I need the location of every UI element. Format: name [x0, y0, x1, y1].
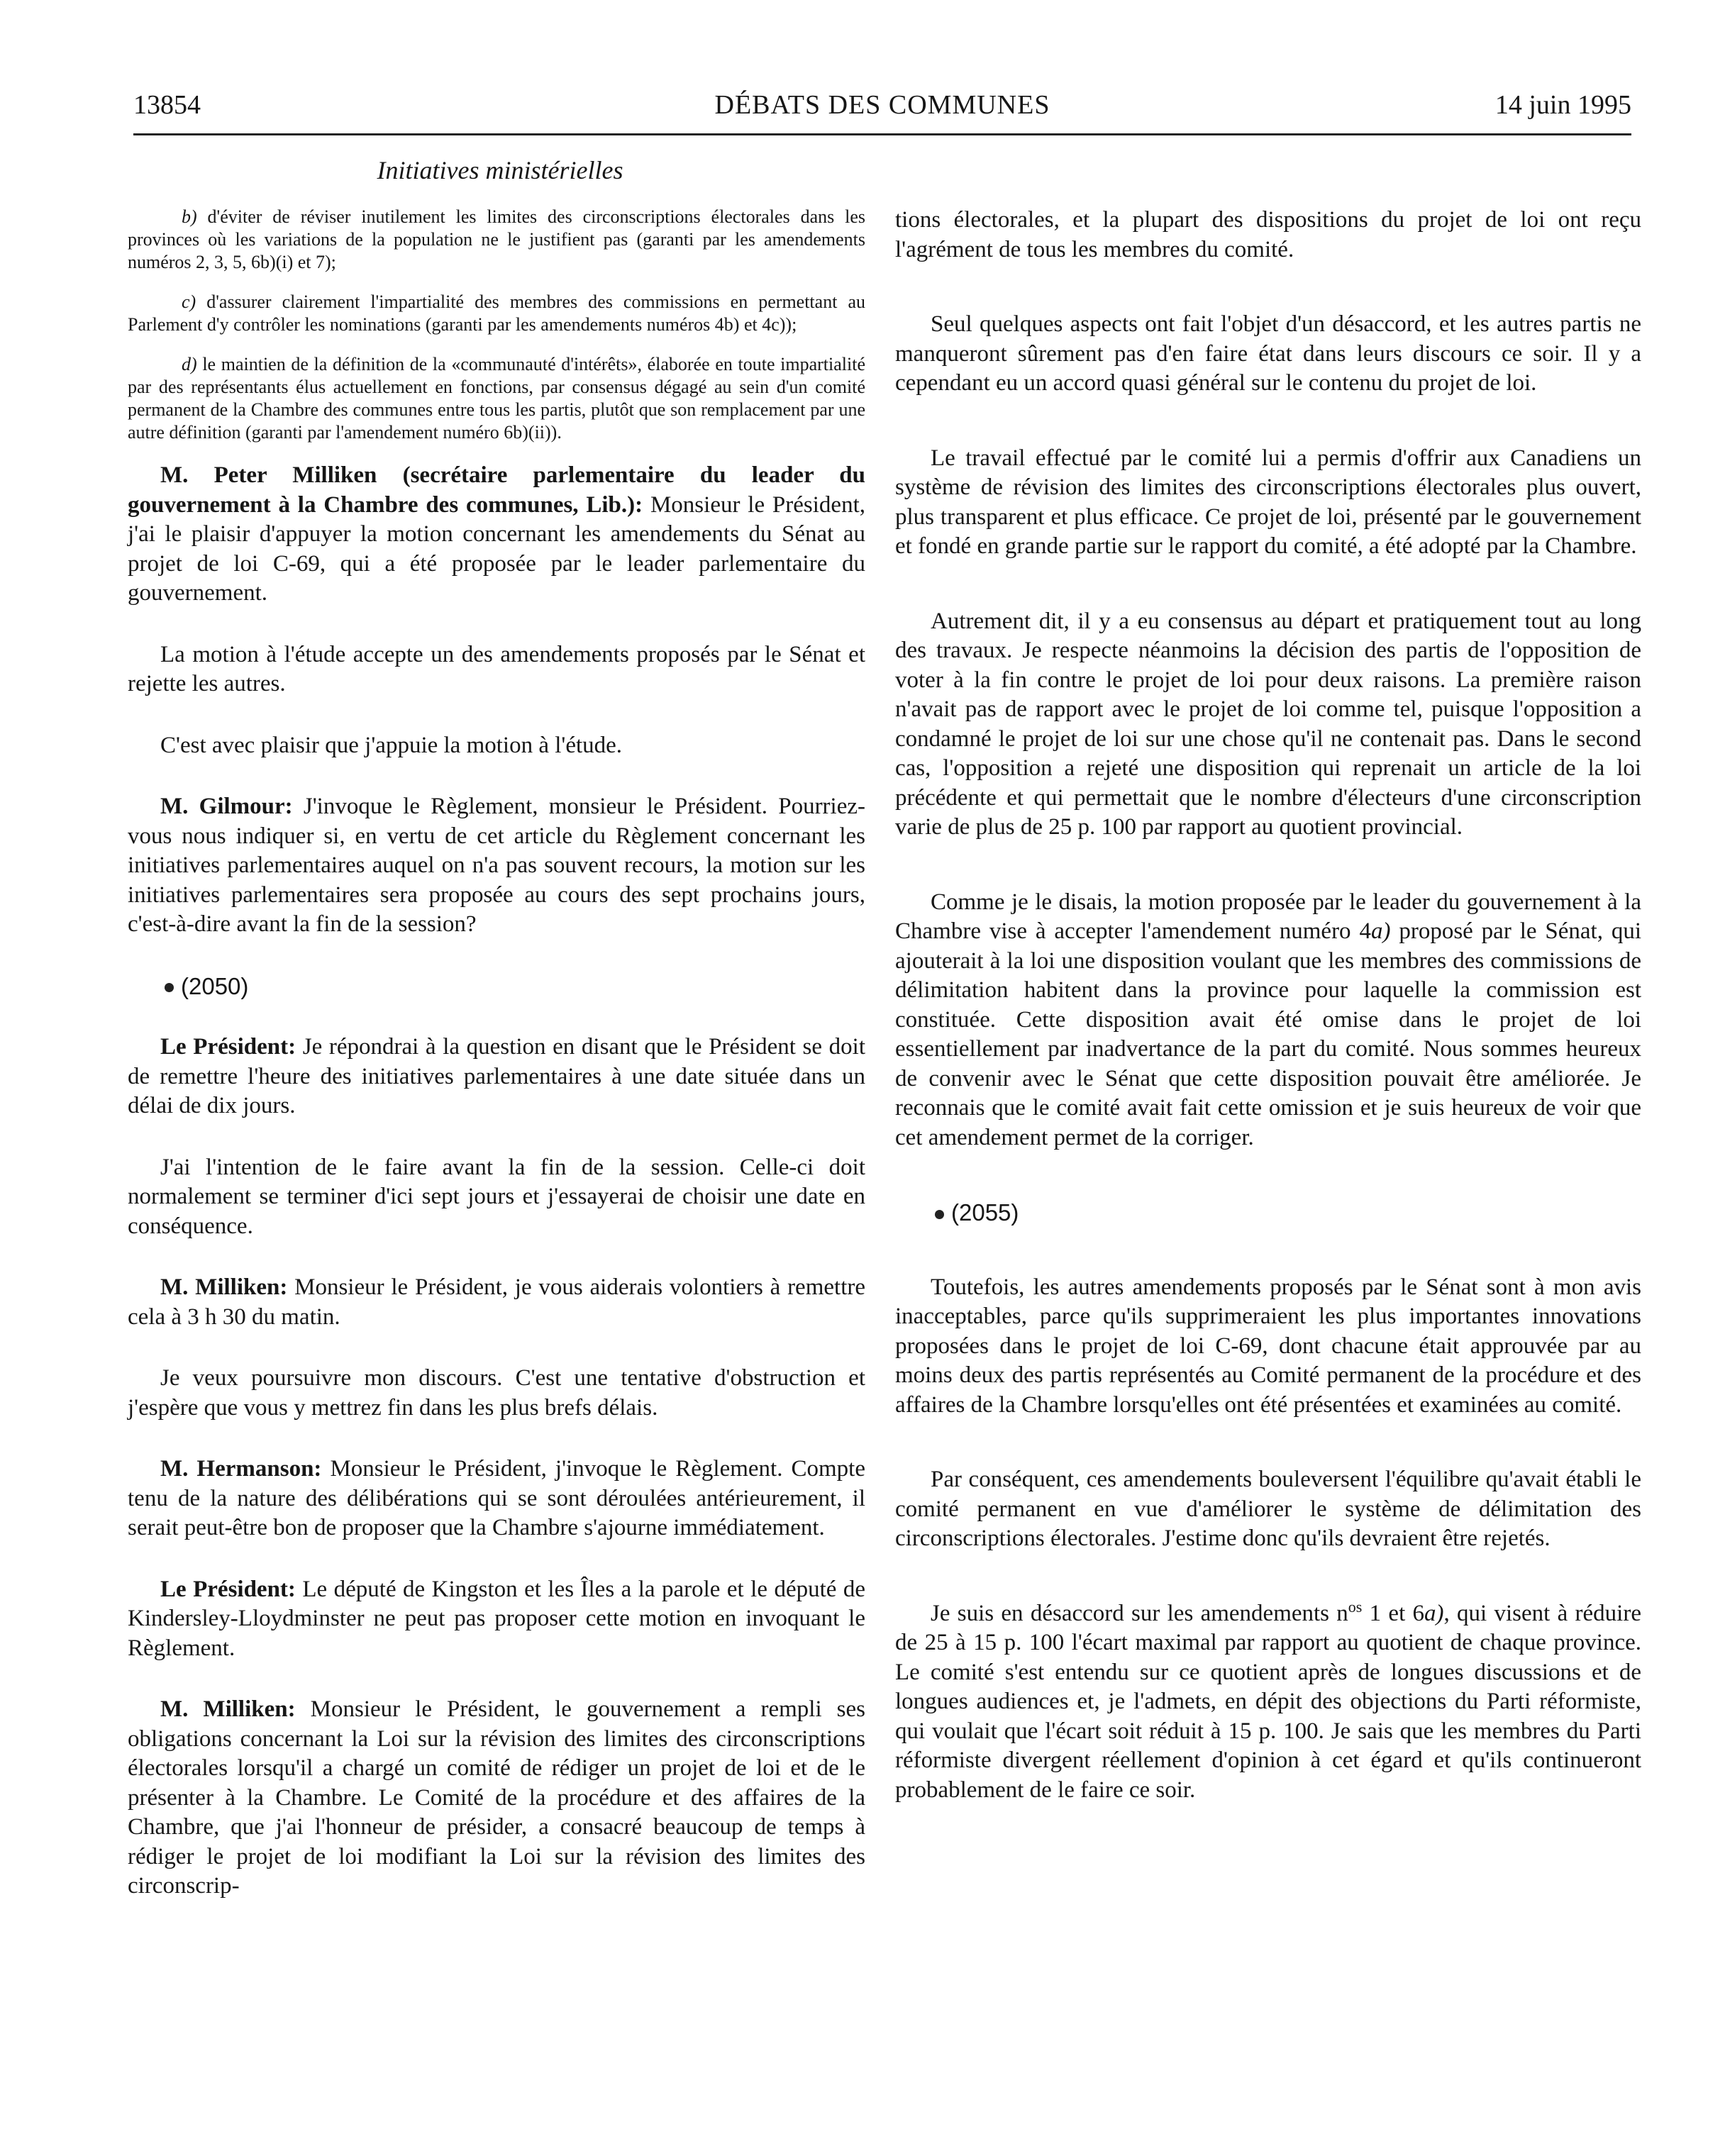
speaker-name: M. Hermanson:	[160, 1456, 322, 1482]
paragraph: Le travail effectué par le comité lui a permis d'offrir aux Canadiens un système de révision des limites des circonscriptions électorales plus ouvert, plus transparent et plus efficace. Ce projet de loi, présenté par le gouvernement et fondé en grande partie sur le rapport du comité, a été adopté par la Chambre.	[895, 445, 1641, 559]
paragraph: Seul quelques aspects ont fait l'objet d'un désaccord, et les autres partis ne manqueront sûrement pas d'en faire état dans leurs discours ce soir. Il y a cependant eu un accord quasi général sur le contenu du projet de loi.	[895, 311, 1641, 396]
speaker-name: Le Président:	[160, 1034, 296, 1060]
speaker-name: Le Président:	[160, 1576, 296, 1602]
issue-date: 14 juin 1995	[1494, 90, 1631, 120]
paragraph: J'ai l'intention de le faire avant la fin de la session. Celle-ci doit normalement se terminer d'ici sept jours et j'essayerai de choisir une date en conséquence.	[128, 1154, 865, 1239]
page-header	[133, 82, 1631, 135]
clause-b: b) d'éviter de réviser inutilement les limites des circonscriptions électorales dans les provinces où les variations de la population ne le justifient pas (garanti par les amendements numéros 2, 3, 5, 6b)(i) et 7);	[128, 206, 865, 272]
clause-d: d) le maintien de la définition de la «communauté d'intérêts», élaborée en toute impartialité par des représentants élus actuellement en fonctions, par consensus dégagé au sein d'un comité permanent de la Chambre des communes entre tous les partis, plutôt que son remplacement par une autre définition (garanti par l'amendement numéro 6b)(ii)).	[128, 354, 865, 443]
clause-c: c) d'assurer clairement l'impartialité des membres des commissions en permettant au Parlement d'y contrôler les nominations (garanti par les amendements numéros 4b) et 4c));	[128, 291, 865, 335]
paragraph: Comme je le disais, la motion proposée par le leader du gouvernement à la Chambre vise à accepter l'amendement numéro 4a) proposé par le Sénat, qui ajouterait à la loi une disposition voulant que les membres des commissions de délimitation habitent dans la province pour laquelle la commission est constituée. Cette disposition avait été omise dans le projet de loi essentiellement par inadvertance de la part du comité. Nous sommes heureux de convenir avec le Sénat que cette disposition pouvait être améliorée. Je reconnais que le comité avait fait cette omission et je suis heureux de voir que cet amendement permet de la corriger.	[895, 889, 1642, 1150]
paragraph: Je suis en désaccord sur les amendements $n^{os}$ 1 et 6a), qui visent à réduire de 25 à 15 p. 100 l'écart maximal par rapport au quotient de chaque province. Le comité s'est entendu sur ce quotient après de longues discussions et de longues audiences et, je l'admets, en dépit des objections du Parti réformiste, qui voulait que l'écart soit réduit à 15 p. 100. Je sais que les membres du Parti réformiste divergent réellement d'opinion à cet égard et qu'ils continueront probablement de le faire ce soir.	[895, 1597, 1641, 1803]
paragraph: tions électorales, et la plupart des dispositions du projet de loi ont reçu l'agrément de tous les membres du comité.	[895, 207, 1641, 262]
paragraph: C'est avec plaisir que j'appuie la motion à l'étude.	[160, 732, 623, 758]
paragraph: La motion à l'étude accepte un des amendements proposés par le Sénat et rejette les autres.	[128, 641, 865, 696]
speaker-name: M. Milliken:	[160, 1274, 288, 1300]
bullet-icon	[935, 1210, 944, 1219]
publication-title: DÉBATS DES COMMUNES	[714, 90, 1050, 120]
speech-president: Le Président: Je répondrai à la question en disant que le Président se doit de remettre l'heure des initiatives parlementaires à une date située dans un délai de dix jours.	[128, 1034, 866, 1118]
speaker-name: M. Milliken:	[160, 1696, 296, 1722]
speaker-name: M. Gilmour:	[160, 794, 293, 819]
paragraph: Toutefois, les autres amendements proposés par le Sénat sont à mon avis inacceptables, parce qu'ils supprimeraient les plus importantes innovations proposées dans le projet de loi C-69, dont chacune était approuvée par au moins deux des partis représentés au Comité permanent de la procédure et des affaires de la Chambre lorsqu'elles ont été présentées et examinées au comité.	[895, 1274, 1641, 1418]
section-title: Initiatives ministérielles	[377, 156, 623, 184]
left-column	[128, 206, 865, 1933]
speech-hermanson: M. Hermanson: Monsieur le Président, j'invoque le Règlement. Compte tenu de la nature des délibérations qui se sont déroulées antérieurement, il serait peut-être bon de proposer que la Chambre s'ajourne immédiatement.	[128, 1456, 865, 1540]
right-column	[895, 206, 1641, 1850]
bullet-icon	[165, 983, 174, 992]
paragraph: Autrement dit, il y a eu consensus au départ et pratiquement tout au long des travaux. Je respecte néanmoins la décision des partis de l'opposition de voter à la fin contre le projet de loi pour deux raisons. La première raison n'avait pas de rapport avec le projet de loi comme tel, puisque l'opposition a condamné le projet de loi sur une chose qu'il ne contenait pas. Dans le second cas, l'opposition a rejeté une disposition qui reprenait un article de la loi précédente et qui permettait que le nombre d'électeurs d'une circonscription varie de plus de 25 p. 100 par rapport au quotient provincial.	[895, 608, 1641, 840]
time-marker: (2055)	[899, 1198, 1641, 1228]
paragraph: Par conséquent, ces amendements bouleversent l'équilibre qu'avait établi le comité permanent en vue d'améliorer le système de délimitation des circonscriptions électorales. J'estime donc qu'ils devraient être rejetés.	[895, 1467, 1641, 1551]
paragraph: Je veux poursuivre mon discours. C'est une tentative d'obstruction et j'espère que vous y mettrez fin dans les plus brefs délais.	[128, 1365, 865, 1421]
speech-milliken: M. Peter Milliken (secrétaire parlementaire du leader du gouvernement à la Chambre des communes, Lib.): Monsieur le Président, j'ai le plaisir d'appuyer la motion concernant les amendements du Sénat au projet de loi C-69, qui a été proposée par le leader parlementaire du gouvernement.	[128, 462, 865, 606]
speaker-name: M. Peter Milliken (secrétaire parlementaire du leader du gouvernement à la Chambre des communes, Lib.):	[128, 462, 865, 518]
speech-gilmour: M. Gilmour: J'invoque le Règlement, monsieur le Président. Pourriez-vous nous indiquer si, en vertu de cet article du Règlement concernant les initiatives parlementaires auquel on n'a pas souvent recours, la motion sur les initiatives parlementaires sera proposée au cours des sept prochains jours, c'est-à-dire avant la fin de la session?	[128, 794, 865, 937]
time-marker: (2050)	[132, 972, 865, 1001]
speech-milliken: M. Milliken: Monsieur le Président, je vous aiderais volontiers à remettre cela à 3 h 30 du matin.	[128, 1274, 865, 1330]
speech-milliken: M. Milliken: Monsieur le Président, le gouvernement a rempli ses obligations concernant la Loi sur la révision des limites des circonscriptions électorales lorsqu'il a chargé un comité de rédiger un projet de loi et de le présenter à la Chambre. Le Comité de la procédure et des affaires de la Chambre, que j'ai l'honneur de présider, a consacré beaucoup de temps à rédiger le projet de loi modifiant la Loi sur la révision des limites des circonscrip-	[128, 1696, 866, 1899]
page-number: 13854	[133, 90, 201, 120]
speech-president: Le Président: Le député de Kingston et les Îles a la parole et le député de Kindersley-Lloydminster ne peut pas proposer cette motion en invoquant le Règlement.	[128, 1576, 866, 1661]
quoted-clauses	[128, 206, 865, 444]
